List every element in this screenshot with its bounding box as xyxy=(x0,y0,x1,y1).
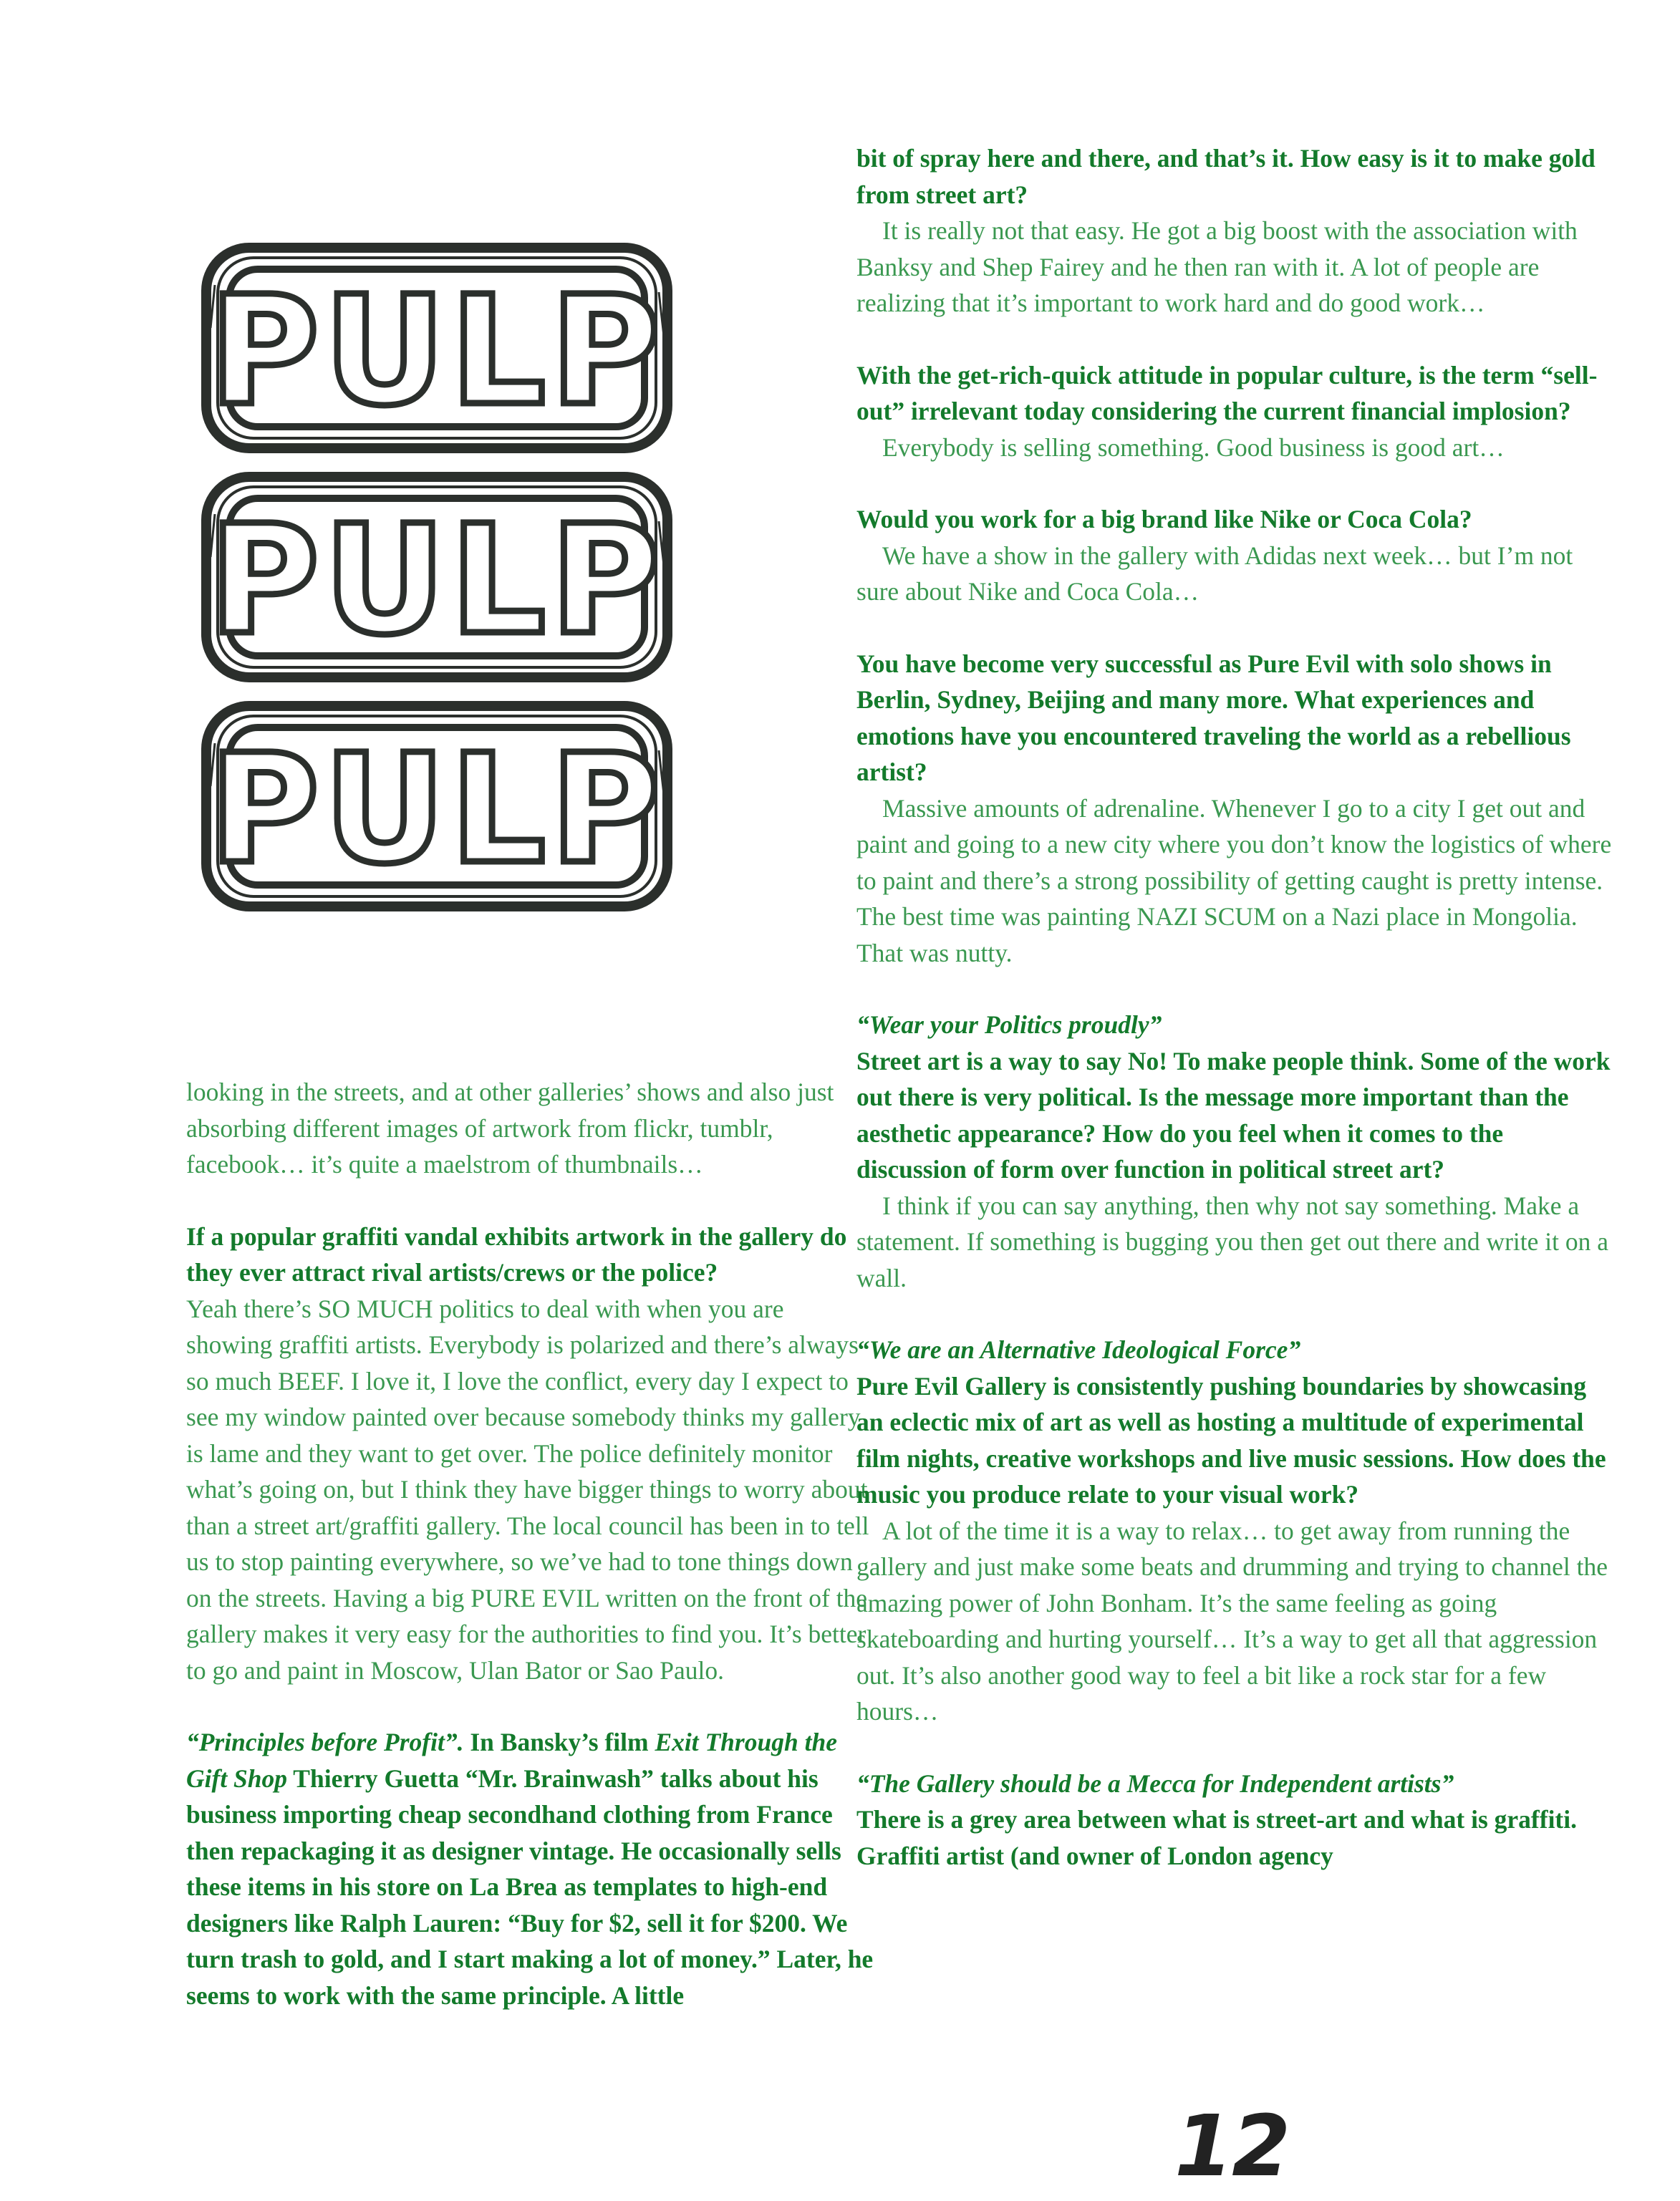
pulp-graffiti-logo xyxy=(193,228,680,929)
question-principles-before-profit xyxy=(186,1724,874,2013)
section-heading-politics: “Wear your Politics proudly” xyxy=(856,1010,1162,1039)
section-heading-principles: “Principles before Profit”. xyxy=(186,1728,464,1756)
answer-big-brand: We have a show in the gallery with Adidas next week… but I’m not sure about Nike and Coca Cola… xyxy=(856,541,1573,606)
question-political-street-art: Street art is a way to say No! To make people think. Some of the work out there is very political. Is the message more important than the aesthetic appearance? How do you feel when it comes to the discussion of form over function in political street art? xyxy=(856,1046,1611,1184)
question-big-brand: Would you work for a big brand like Nike or Coca Cola? xyxy=(856,505,1472,533)
logo-word-1: PULP xyxy=(208,263,665,439)
question-street-art-vs-graffiti: There is a grey area between what is street-art and what is graffiti. Graffiti artist (and owner of London agency xyxy=(856,1805,1577,1870)
question-text-part: In Bansky’s film xyxy=(463,1728,655,1756)
section-heading-mecca: “The Gallery should be a Mecca for Independent artists” xyxy=(856,1769,1454,1798)
answer-continued: looking in the streets, and at other galleries’ shows and also just absorbing different images of artwork from flickr, tumblr, facebook… it’s quite a maelstrom of thumbnails… xyxy=(186,1078,834,1179)
question-gold-from-street-art: bit of spray here and there, and that’s it. How easy is it to make gold from street art? xyxy=(856,144,1595,209)
answer-gold-from-street-art: It is really not that easy. He got a big boost with the association with Banksy and Shep Fairey and he then ran with it. A lot of people are realizing that it’s important to work hard and do good work… xyxy=(856,216,1578,317)
answer-music: A lot of the time it is a way to relax… to get away from running the gallery and just make some beats and drumming and trying to channel the amazing power of John Bonham. It’s the same feeling as going skateboarding and hurting yourself… It’s a way to get all that aggression out. It’s also another good way to feel a bit like a rock star for a few hours… xyxy=(856,1516,1608,1726)
question-music: Pure Evil Gallery is consistently pushing boundaries by showcasing an eclectic mix of art as well as hosting a multitude of experimental film nights, creative workshops and live music sessions. How does the music you produce relate to your visual work? xyxy=(856,1371,1606,1509)
answer-sell-out: Everybody is selling something. Good business is good art… xyxy=(882,432,1505,462)
answer-traveling-artist: Massive amounts of adrenaline. Whenever I go to a city I get out and paint and going to a new city where you don’t know the logistics of where to paint and there’s a strong possibility of getting caught is pretty intense. The best time was painting NAZI SCUM on a Nazi place in Mongolia. That was nutty. xyxy=(856,793,1612,967)
logo-word-3: PULP xyxy=(208,722,665,897)
page-number: 12 xyxy=(1174,2096,1290,2195)
logo-word-2: PULP xyxy=(208,493,665,668)
section-heading-ideological-force: “We are an Alternative Ideological Force” xyxy=(856,1335,1301,1364)
right-column xyxy=(856,140,1616,1874)
answer-rival-crews: Yeah there’s SO MUCH politics to deal with when you are showing graffiti artists. Everybody is polarized and there’s always so much BEEF. I love it, I love the conflict, every day I expect to see my window painted over because somebody thinks my gallery is lame and they want to get over. The police definitely monitor what’s going on, but I think they have bigger things to worry about than a street art/graffiti gallery. The local council has been in to tell us to stop painting everywhere, so we’ve had to tone things down on the streets. Having a big PURE EVIL written on the front of the gallery makes it very easy for the authorities to find you. It’s better to go and paint in Moscow, Ulan Bator or Sao Paulo. xyxy=(186,1294,869,1685)
left-column xyxy=(186,1074,874,2013)
question-traveling-artist: You have become very successful as Pure Evil with solo shows in Berlin, Sydney, Beijing and many more. What experiences and emotions have you encountered traveling the world as a rebellious artist? xyxy=(856,649,1571,786)
question-text-part: Thierry Guetta “Mr. Brainwash” talks about his business importing cheap secondhand clothing from France then repackaging it as designer vintage. He occasionally sells these items in his store on La Brea as templates to high-end designers like Ralph Lauren: “Buy for $2, sell it for $200. We turn trash to gold, and I start making a lot of money.” Later, he seems to work with the same principle. A little xyxy=(186,1764,874,2010)
answer-political-street-art: I think if you can say anything, then why not say something. Make a statement. If something is bugging you then get out there and write it on a wall. xyxy=(856,1191,1608,1292)
question-rival-crews: If a popular graffiti vandal exhibits artwork in the gallery do they ever attract rival artists/crews or the police? xyxy=(186,1222,847,1287)
film-title: Exit Through the Gift Shop xyxy=(186,1728,837,1793)
question-sell-out: With the get-rich-quick attitude in popular culture, is the term “sell-out” irrelevant today considering the current financial implosion? xyxy=(856,360,1598,425)
